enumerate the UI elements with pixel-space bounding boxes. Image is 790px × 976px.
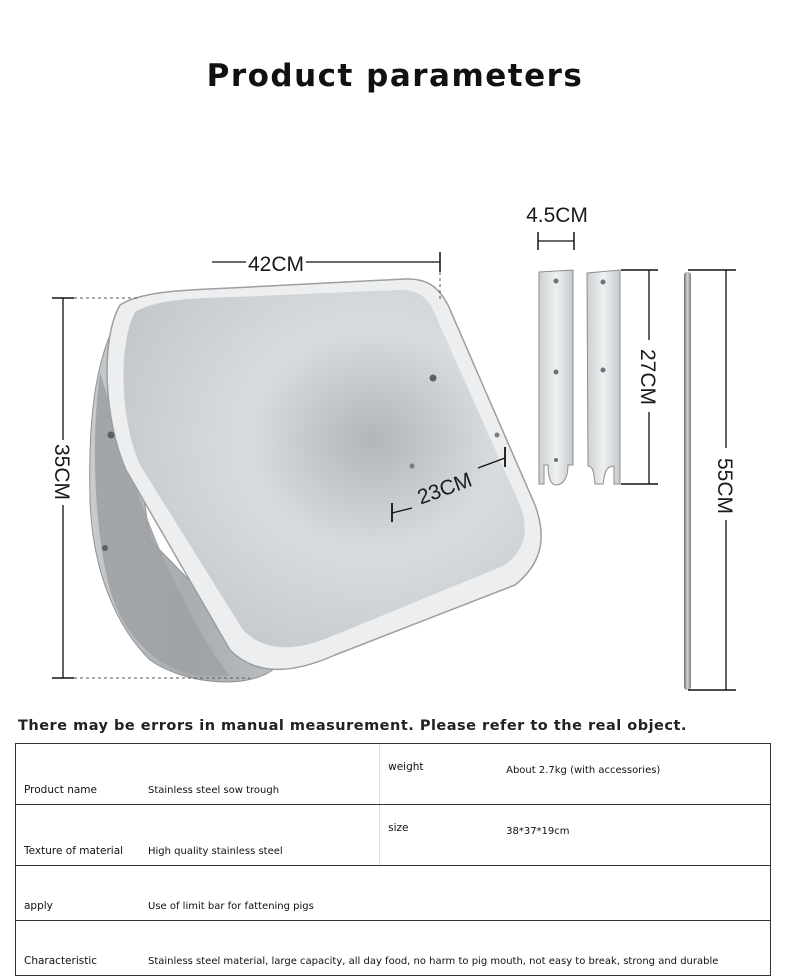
bracket-image-right (587, 270, 620, 484)
row-value: High quality stainless steel (140, 805, 380, 866)
table-row (16, 805, 771, 866)
rod-image (684, 272, 691, 690)
row-label: Product name (16, 744, 141, 805)
row-label: Characteristic (16, 921, 141, 976)
dim-rod-length-label: 55CM (713, 457, 736, 515)
row-label-2: size (380, 805, 499, 866)
dim-bracket-width-label: 4.5CM (526, 204, 588, 227)
row-value-2: 38*37*19cm (498, 805, 770, 866)
dim-width-label: 42CM (247, 253, 305, 276)
dim-bracket-length-label: 27CM (636, 348, 659, 406)
row-label: Texture of material (16, 805, 141, 866)
measurement-note: There may be errors in manual measurement. Please refer to the real object. (18, 718, 687, 734)
row-label: apply (16, 866, 141, 921)
row-label-2: weight (380, 744, 499, 805)
row-value: Stainless steel material, large capacity, all day food, no harm to pig mouth, not easy to break, strong and durable (140, 921, 771, 976)
dim-depth-label: 23CM (414, 468, 476, 510)
table-row (16, 744, 771, 805)
row-value: Stainless steel sow trough (140, 744, 380, 805)
row-value-2: About 2.7kg (with accessories) (498, 744, 770, 805)
row-value: Use of limit bar for fattening pigs (140, 866, 771, 921)
table-row (16, 921, 771, 976)
product-figure (0, 170, 790, 710)
dim-height-label: 35CM (50, 443, 73, 501)
trough-image (90, 279, 541, 682)
parameters-table (15, 743, 771, 976)
bracket-image-left (539, 270, 573, 485)
table-row (16, 866, 771, 921)
page-title: Product parameters (206, 58, 584, 94)
